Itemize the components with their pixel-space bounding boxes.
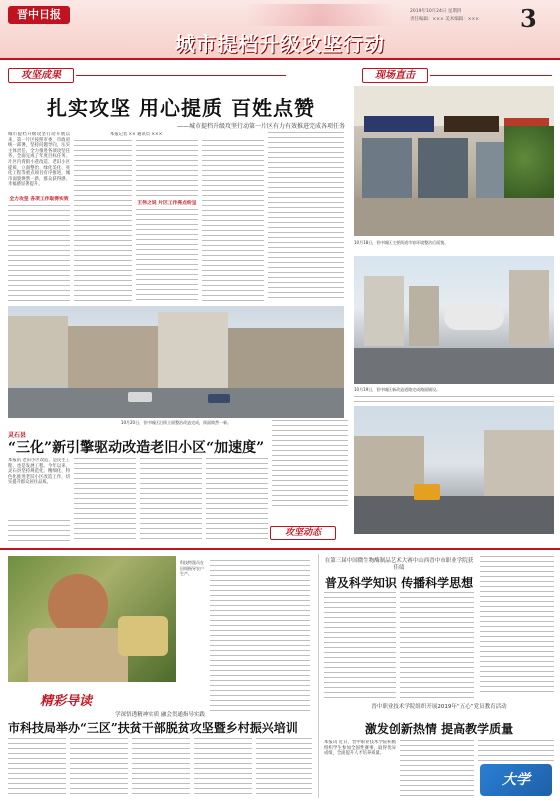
a1-col bbox=[400, 592, 474, 700]
a2-col bbox=[478, 740, 554, 762]
lead-article-col-5 bbox=[268, 132, 344, 302]
street-photo bbox=[8, 306, 344, 418]
tab-rule bbox=[76, 75, 286, 76]
a1-col bbox=[324, 592, 396, 700]
page-number: 3 bbox=[520, 4, 537, 33]
masthead bbox=[0, 0, 560, 60]
section-tab-label: 攻坚动态 bbox=[284, 528, 321, 538]
section-tab-on-site bbox=[362, 68, 428, 83]
right-article-col bbox=[354, 396, 554, 402]
a2-col bbox=[400, 740, 474, 796]
masthead-title: 城市提档升级攻坚行动 bbox=[175, 32, 385, 56]
bottom-left-headline: 市科技局举办“三区”扶贫干部脱贫攻坚暨乡村振兴培训 bbox=[8, 721, 298, 735]
university-brand-badge bbox=[480, 764, 552, 796]
bottom-right-rule bbox=[318, 554, 319, 798]
section-tab-dynamics bbox=[270, 526, 336, 540]
section-tab-label: 攻坚成果 bbox=[21, 70, 61, 81]
bottom-left-col bbox=[132, 738, 190, 796]
section-tab-label: 现场直击 bbox=[375, 70, 415, 81]
second-article-col bbox=[74, 458, 136, 542]
masthead-decor-icon bbox=[245, 4, 395, 26]
second-article-col bbox=[206, 458, 268, 542]
road-photo bbox=[354, 256, 554, 384]
lead-subhead-2: 王伟之说 片区工作亮点纷呈 bbox=[137, 201, 197, 206]
lead-headline: 扎实攻坚 用心提质 百姓点赞 bbox=[47, 96, 315, 120]
second-article-body: 本报讯 老旧小区改造，是民生工程，也是发展工程。今年以来，灵石县坚持规范化、精细化、特色化推进老旧小区改造工作，切实提升群众居住品质。 bbox=[8, 458, 70, 486]
lead-subhead: ——城市提档升级攻坚行动第一片区有力有效推进完成各项任务 bbox=[176, 123, 345, 130]
a1-col-right bbox=[480, 556, 554, 692]
street-photo-caption: 10月20日，晋中城区沿街立面整治改造完成，街面焕然一新。 bbox=[120, 420, 232, 425]
section-divider bbox=[0, 548, 560, 550]
lead-article-col-3 bbox=[136, 140, 198, 302]
a1-headline: 普及科学知识 传播科学思想 bbox=[324, 576, 474, 590]
bottom-left-col bbox=[210, 560, 310, 714]
paving-photo bbox=[354, 406, 554, 534]
farmer-photo-caption: 科技特派员在田间指导农户生产。 bbox=[180, 560, 204, 577]
bottom-left-overline: 学深悟透精神实质 融会贯通指导实践 bbox=[115, 712, 205, 718]
second-article-kicker: 灵石县 bbox=[8, 432, 27, 439]
people-tab: 精彩导读 bbox=[40, 694, 93, 709]
second-article-headline: “三化”新引擎驱动改造老旧小区“加速度” bbox=[8, 440, 265, 456]
storefront-photo bbox=[354, 86, 554, 236]
road-photo-caption: 10月19日，晋中城区新改造道路完成路面铺设。 bbox=[354, 387, 441, 392]
masthead-date: 2019年10月24日 星期四 bbox=[410, 9, 462, 14]
second-article-col bbox=[8, 520, 70, 542]
bottom-left-col bbox=[256, 738, 312, 796]
lead-article-col-2 bbox=[74, 140, 132, 302]
storefront-photo-caption: 10月18日，晋中城区主要街道市容环境整治后面貌。 bbox=[354, 240, 449, 245]
lead-article-col-1: 城市提档升级攻坚行动开展以来，第一片区按照市委、市政府统一部署，坚持问题导向，压实主体责任，全力推进各项攻坚任务，全面完成了年度目标任务。片区内背街小巷改造、老旧小区提质、立面整治、绿化美化、亮化工程等重点项目有序推进，城市面貌焕然一新，群众获得感、幸福感显著提升。 全力攻坚 各项工作取得实效 bbox=[8, 132, 70, 302]
tab-rule bbox=[430, 75, 552, 76]
second-article-col bbox=[140, 458, 202, 542]
mid-article-col bbox=[272, 420, 348, 510]
newspaper-logo: 晋中日报 bbox=[8, 6, 70, 24]
a2-overline: 晋中职业技术学院组织开展2019年“五心”党员教育活动 bbox=[371, 704, 507, 710]
a1-overline: 在第三届中国微生物酶制品艺术大赛中山西晋中市职业学院获佳绩 bbox=[324, 558, 474, 571]
lead-article-col-4 bbox=[202, 140, 264, 302]
a2-headline: 激发创新热情 提高教学质量 bbox=[364, 722, 514, 736]
bottom-left-col bbox=[70, 738, 128, 796]
bottom-left-col bbox=[194, 738, 252, 796]
a2-body: 本报讯 近日，晋中职业技术学院积极组织学生参加全国性赛事，取得优异成绩，全面提升人才培养质量。 bbox=[324, 740, 396, 757]
bottom-left-col bbox=[8, 738, 66, 796]
farmer-photo bbox=[8, 556, 176, 682]
masthead-editors: 责任编辑：××× 美术编辑：××× bbox=[410, 17, 480, 22]
lead-subhead-1: 全力攻坚 各项工作取得实效 bbox=[9, 197, 69, 202]
university-brand-label: 大学 bbox=[502, 772, 530, 788]
lead-article-byline: 本报记者 ×× 通讯员 ××× bbox=[110, 132, 163, 137]
section-tab-achievements bbox=[8, 68, 74, 83]
